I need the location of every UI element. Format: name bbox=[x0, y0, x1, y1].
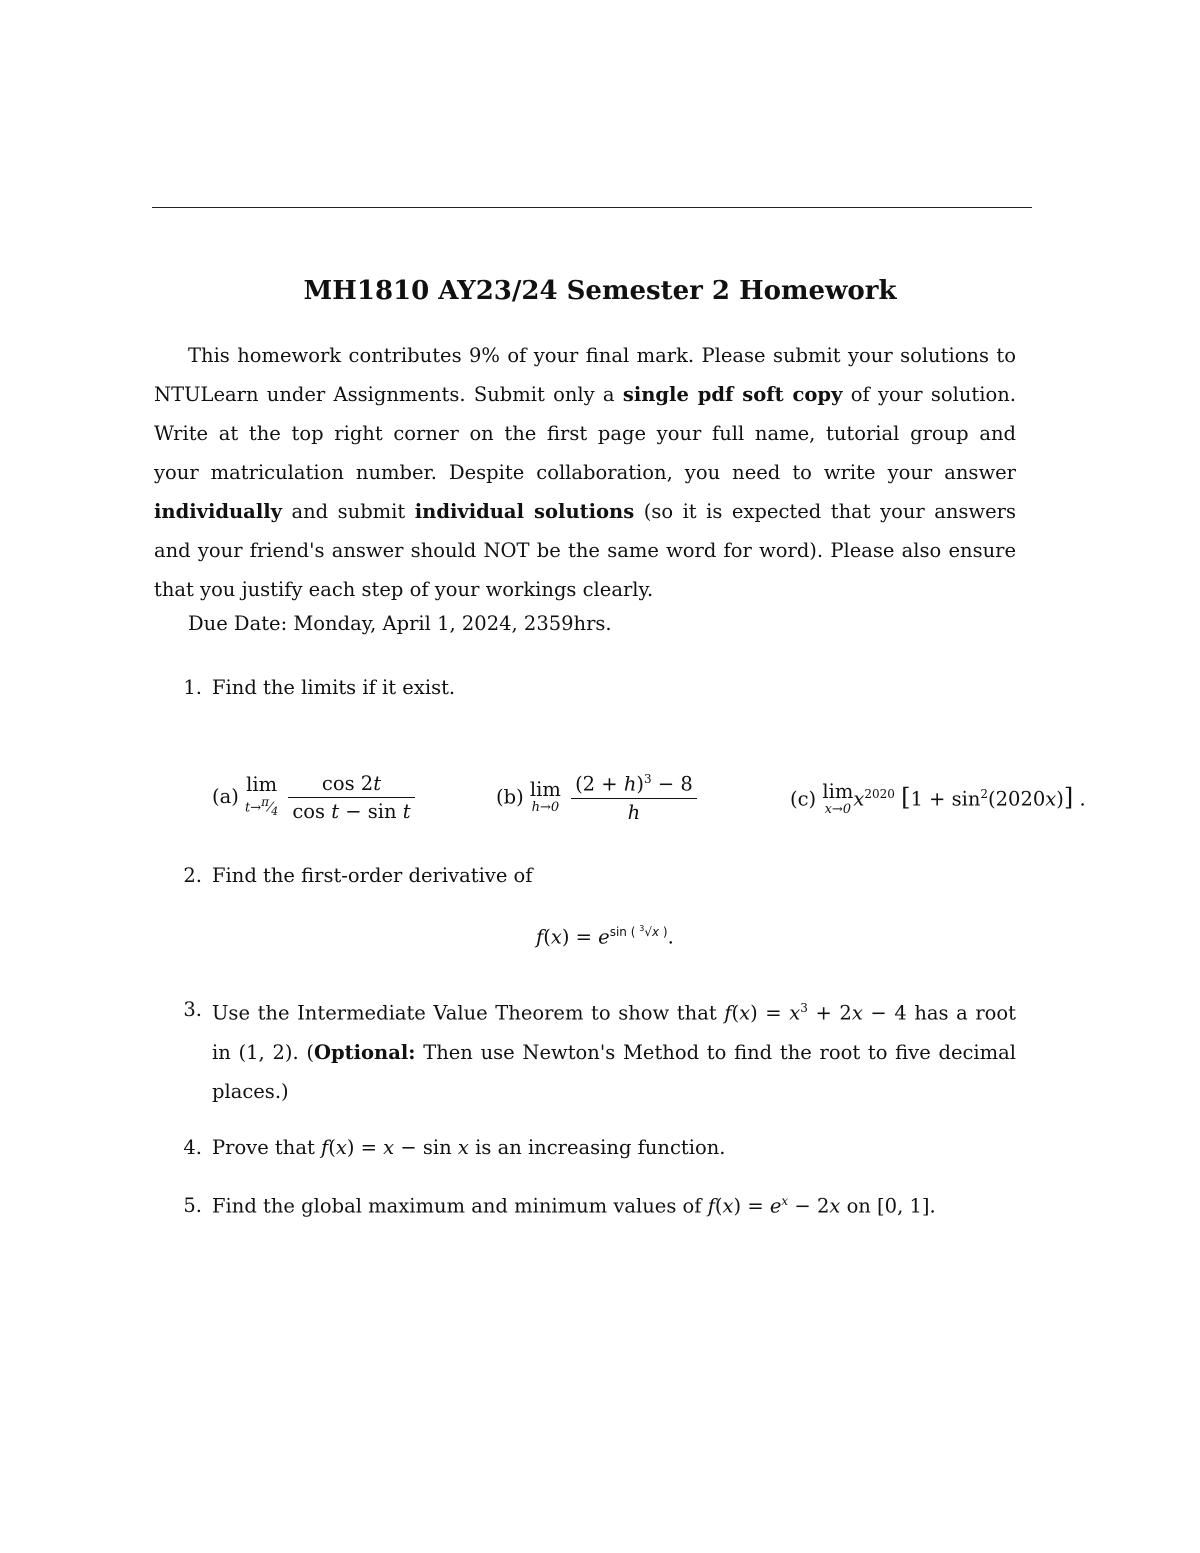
emphasis-individual-solutions: individual solutions bbox=[414, 500, 635, 523]
intro-line-3: Write at the top right corner on the first page your full name, tutorial group and bbox=[154, 422, 1016, 445]
question-number: 3. bbox=[183, 998, 202, 1021]
q2-formula: $f(x) = e^{sin ( ^3√x )}$. bbox=[536, 924, 674, 949]
emphasis-single-pdf: single pdf soft copy bbox=[622, 383, 843, 406]
emphasis-individually: individually bbox=[154, 500, 282, 523]
q1-part-a bbox=[212, 772, 415, 823]
part-label: (a) bbox=[212, 785, 239, 808]
page-title: MH1810 AY23/24 Semester 2 Homework bbox=[303, 276, 897, 306]
question-number: 4. bbox=[183, 1136, 202, 1159]
intro-line-5: individually and submit individual solutions (so it is expected that your answers bbox=[154, 500, 1016, 523]
question-text: Find the limits if it exist. bbox=[212, 676, 456, 699]
question-text: Find the first-order derivative of bbox=[212, 864, 533, 887]
intro-line-2: NTULearn under Assignments. Submit only a single pdf soft copy of your solution. bbox=[154, 383, 1016, 406]
question-text: Find the global maximum and minimum values of $f(x) = e^x - 2x$ on [0, 1]. bbox=[212, 1194, 936, 1218]
q1-part-c: (c) lim x→0 $x^{2020}$ $[1 + \sin^2(2020x)]$ . bbox=[790, 780, 1086, 817]
intro-paragraph bbox=[154, 336, 1016, 609]
limit-operator: lim h→0 bbox=[529, 777, 561, 815]
intro-line-4: your matriculation number. Despite collaboration, you need to write your answer bbox=[154, 461, 1016, 484]
question-number: 5. bbox=[183, 1194, 202, 1217]
question-text: Use the Intermediate Value Theorem to show that $f(x) = x^3 + 2x - 4$ has a root in (1, 2). (Optional: Then use Newton's Method to find the root to five decimal places.) bbox=[212, 1001, 1016, 1103]
top-rule bbox=[152, 207, 1032, 208]
question-text: Prove that f(x) = x − sin x is an increasing function. bbox=[212, 1136, 726, 1159]
question-number: 1. bbox=[183, 676, 202, 699]
question-number: 2. bbox=[183, 864, 202, 887]
intro-line-1: This homework contributes 9% of your final mark. Please submit your solutions to bbox=[188, 344, 1016, 367]
optional-label: Optional: bbox=[314, 1040, 416, 1064]
fraction: $\frac{(2 + h)^3 - 8}{h}$ bbox=[571, 772, 697, 824]
intro-line-6: and your friend's answer should NOT be the same word for word). Please also ensure bbox=[154, 539, 1016, 562]
part-label: (b) bbox=[496, 785, 524, 809]
limit-operator: lim x→0 bbox=[822, 780, 854, 817]
q1-part-b bbox=[496, 772, 697, 824]
due-date: Due Date: Monday, April 1, 2024, 2359hrs. bbox=[188, 612, 612, 635]
limit-operator: lim $t\to^\pi⁄_4$ bbox=[245, 773, 279, 818]
fraction: $\frac{\cos 2t}{\text{cos t − sin t}}$ bbox=[288, 772, 414, 823]
part-label: (c) bbox=[790, 787, 817, 811]
intro-line-7: that you justify each step of your workings clearly. bbox=[154, 578, 654, 601]
